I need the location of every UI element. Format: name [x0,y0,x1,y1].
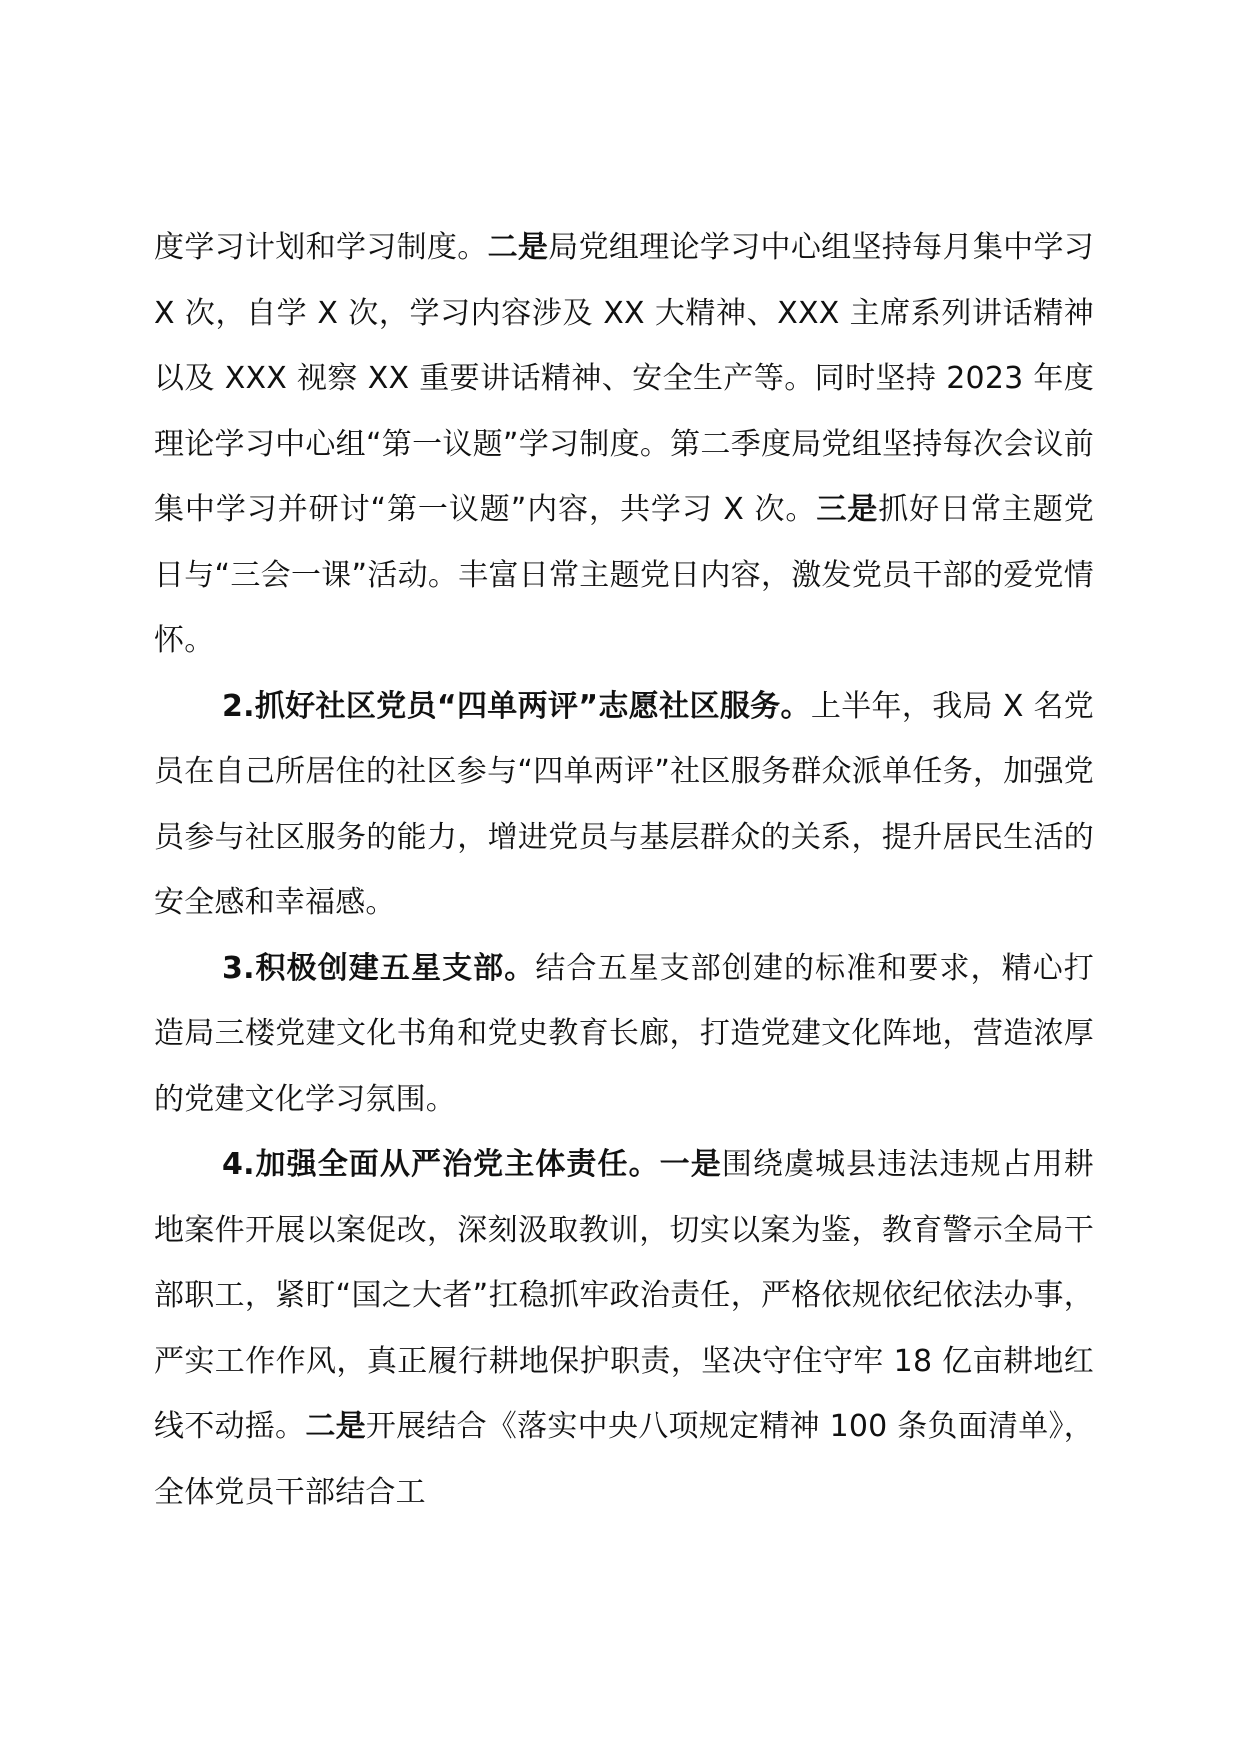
text-run: 开展结合《落实中央八项规定精神 100 条负面清单》，全体党员干部结合工 [154,1409,1095,1510]
paragraph-item-3 [154,936,1094,1133]
item-heading: 2.抓好社区党员“四单两评”志愿社区服务。 [222,688,811,724]
text-run: 局党组理论学习中心组坚持每月集中学习 X 次，自学 X 次，学习内容涉及 XX 大精神、XXX 主席系列讲话精神以及 XXX 视察 XX 重要讲话精神、安全生产等。同时坚持 2023 年度理论学习中心组“第一议题”学习制度。第二季度局党组坚持每次会议前集中学习并研讨“第一议题”内容，共学习 X 次。 [154,230,1094,527]
paragraph-continuation [154,215,1094,674]
item-heading: 3.积极创建五星支部。 [222,950,536,986]
text-run: 上半年，我局 X 名党员在自己所居住的社区参与“四单两评”社区服务群众派单任务，加强党员参与社区服务的能力，增进党员与基层群众的关系，提升居民生活的安全感和幸福感。 [154,688,1095,920]
document-body [154,215,1094,1525]
text-run: 围绕虞城县违法违规占用耕地案件开展以案促改，深刻汲取教训，切实以案为鉴，教育警示全局干部职工，紧盯“国之大者”扛稳抓牢政治责任，严格依规依纪依法办事，严实工作作风，真正履行耕地保护职责，坚决守住守牢 18 亿亩耕地红线不动摇。 [154,1147,1094,1444]
paragraph-item-4 [154,1132,1094,1525]
item-heading: 4.加强全面从严治党主体责任。 [222,1147,660,1182]
bold-run: 一是 [659,1147,722,1182]
text-run: 抓好日常主题党日与“三会一课”活动。丰富日常主题党日内容，激发党员干部的爱党情怀。 [154,492,1094,658]
paragraph-item-2 [154,674,1094,936]
bold-run: 二是 [305,1409,366,1444]
bold-run: 三是 [816,492,879,527]
text-run: 结合五星支部创建的标准和要求，精心打造局三楼党建文化书角和党史教育长廊，打造党建文化阵地，营造浓厚的党建文化学习氛围。 [154,950,1094,1117]
text-run: 度学习计划和学习制度。 [154,230,488,265]
bold-run: 二是 [487,230,549,265]
